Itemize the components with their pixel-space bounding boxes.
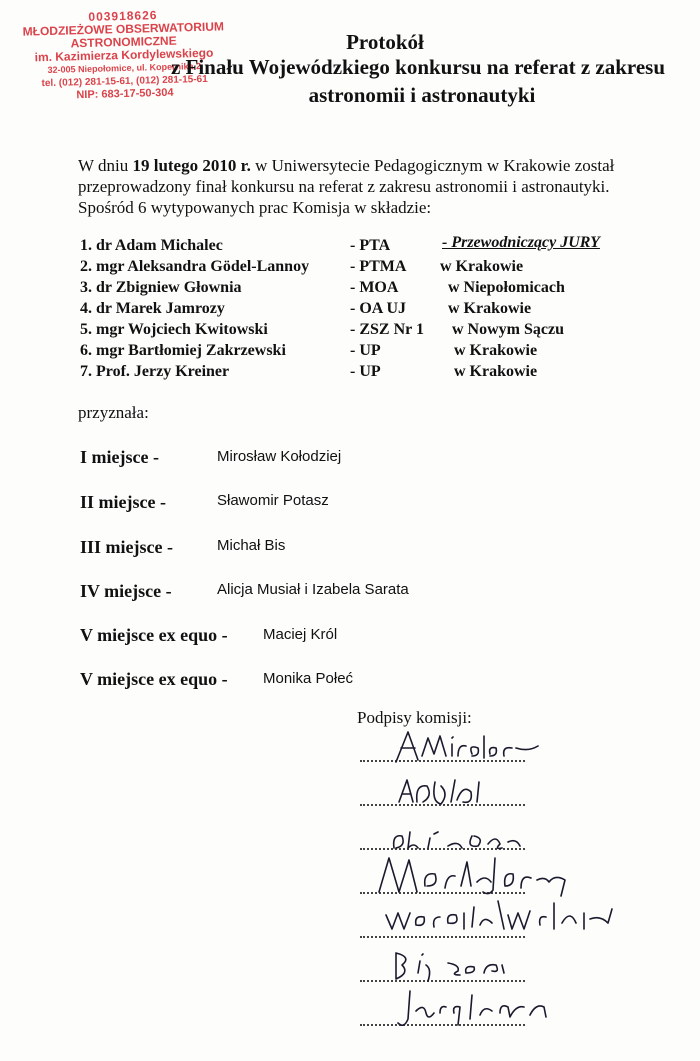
jury-org: - PTA xyxy=(350,237,391,254)
stamp-line-3: im. Kazimierza Kordylewskiego xyxy=(34,45,214,65)
jury-name: 1. dr Adam Michalec xyxy=(80,237,223,254)
jury-org: - ZSZ Nr 1 xyxy=(350,321,424,338)
signature-1 xyxy=(388,726,548,766)
page-subtitle-line-2: astronomii i astronautyki xyxy=(308,83,536,107)
stamp-number: 003918626 xyxy=(88,8,158,24)
award-place: III miejsce - xyxy=(80,537,173,557)
awarded-label: przyznała: xyxy=(78,403,149,422)
signature-4 xyxy=(375,852,575,898)
jury-name: 6. mgr Bartłomiej Zakrzewski xyxy=(80,342,286,359)
jury-org: - UP xyxy=(350,342,381,359)
jury-org: - UP xyxy=(350,363,381,380)
jury-role: - Przewodniczący JURY xyxy=(442,234,600,251)
award-winner: Michał Bis xyxy=(217,537,286,554)
award-winner: Mirosław Kołodziej xyxy=(217,448,342,465)
jury-name: 7. Prof. Jerzy Kreiner xyxy=(80,363,230,380)
award-place: V miejsce ex equo - xyxy=(80,625,228,645)
signature-3 xyxy=(388,820,528,854)
stamp-line-6: NIP: 683-17-50-304 xyxy=(76,86,174,102)
jury-place: w Krakowie xyxy=(440,258,524,275)
signature-2 xyxy=(393,772,493,810)
intro-line-2: przeprowadzony finał konkursu na referat z zakresu astronomii i astronautyki. xyxy=(78,177,610,196)
award-place: I miejsce - xyxy=(80,447,159,467)
jury-org: - OA UJ xyxy=(350,300,406,317)
stamp-line-2: ASTRONOMICZNE xyxy=(70,33,177,51)
jury-org: - PTMA xyxy=(350,258,407,275)
jury-org: - MOA xyxy=(350,279,399,296)
intro-line-3: Spośród 6 wytypowanych prac Komisja w składzie: xyxy=(78,198,432,217)
award-winner: Maciej Król xyxy=(263,626,338,643)
stamp-line-5: tel. (012) 281-15-61, (012) 281-15-61 xyxy=(41,73,208,90)
jury-name: 3. dr Zbigniew Głownia xyxy=(80,279,242,296)
award-winner: Monika Połeć xyxy=(263,670,354,687)
page-subtitle-line-1: z Finału Wojewódzkiego konkursu na referat z zakresu xyxy=(170,55,666,79)
jury-name: 2. mgr Aleksandra Gödel-Lannoy xyxy=(80,258,310,275)
award-place: V miejsce ex equo - xyxy=(80,669,228,689)
stamp-line-1: MŁODZIEŻOWE OBSERWATORIUM xyxy=(22,19,225,39)
signature-7 xyxy=(396,985,556,1031)
intro-date: 19 lutego 2010 r. xyxy=(132,156,251,175)
jury-place: w Krakowie xyxy=(454,342,538,359)
award-place: II miejsce - xyxy=(80,492,166,512)
stamp-line-4: 32-005 Niepołomice, ul. Kopernika 2 xyxy=(47,60,202,76)
jury-place: w Niepołomicach xyxy=(448,279,565,296)
jury-name: 5. mgr Wojciech Kwitowski xyxy=(80,321,268,338)
jury-place: w Krakowie xyxy=(448,300,532,317)
intro-line-1: W dniu 19 lutego 2010 r. w Uniwersytecie Pedagogicznym w Krakowie został xyxy=(78,156,615,175)
jury-name: 4. dr Marek Jamrozy xyxy=(80,300,225,317)
award-winner: Sławomir Potasz xyxy=(217,492,329,509)
signature-6 xyxy=(388,943,518,983)
jury-place: w Krakowie xyxy=(454,363,538,380)
jury-place: w Nowym Sączu xyxy=(452,321,564,338)
award-place: IV miejsce - xyxy=(80,581,172,601)
page-title: Protokół xyxy=(346,30,424,54)
signatures-label: Podpisy komisji: xyxy=(357,708,472,727)
signature-5 xyxy=(380,895,630,937)
award-winner: Alicja Musiał i Izabela Sarata xyxy=(217,581,409,598)
